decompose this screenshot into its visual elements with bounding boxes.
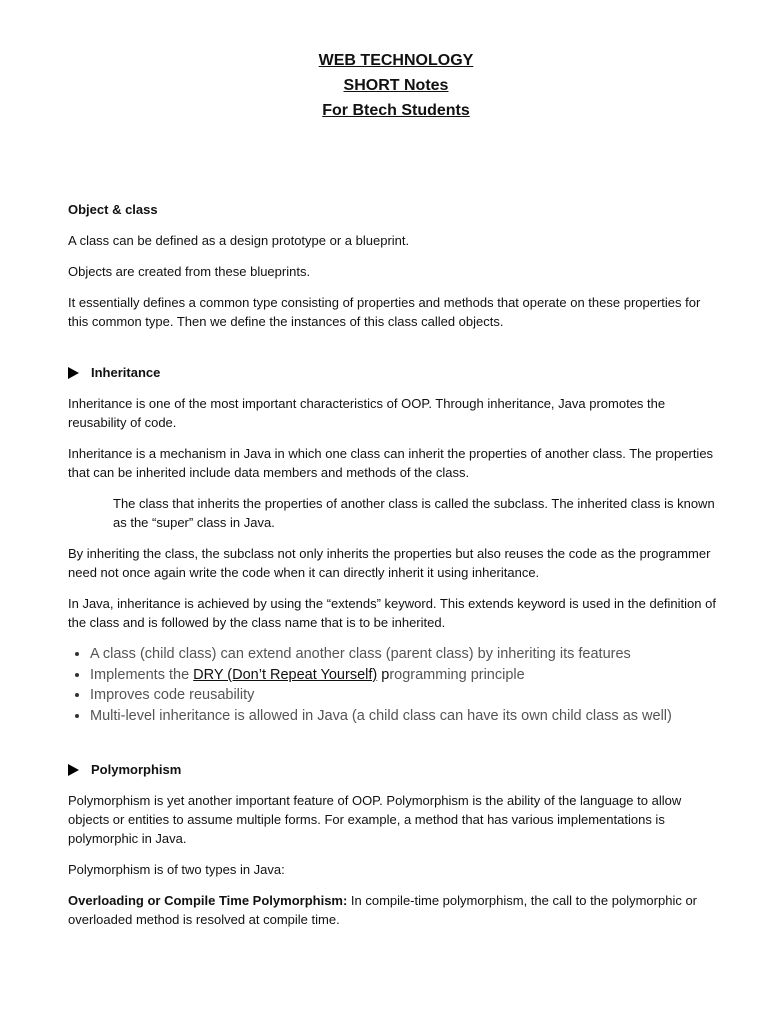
- inheritance-paragraph-2: Inheritance is a mechanism in Java in which one class can inherit the properties of another class. The properties that can be inherited include data members and methods of the class.: [68, 446, 714, 480]
- object-class-paragraph-3: It essentially defines a common type consisting of properties and methods that operate on these properties for this common type. Then we define the instances of this class called objects.: [68, 295, 701, 329]
- feature-text-4: Multi-level inheritance is allowed in Java (a child class can have its own child class as well): [90, 707, 672, 724]
- polymorphism-heading-label: Polymorphism: [91, 762, 182, 777]
- inheritance-paragraph-4: By inheriting the class, the subclass not only inherits the properties but also reuses the code as the programmer need not once again write the code when it can directly inherit it using inheritance.: [68, 546, 711, 580]
- feature-text-3: Improves code reusability: [90, 687, 255, 703]
- list-item: [90, 665, 718, 686]
- triangle-right-icon: [68, 367, 79, 379]
- object-class-paragraph-2: Objects are created from these blueprints.: [68, 264, 311, 279]
- document-title: [0, 48, 768, 123]
- title-line-2: SHORT Notes: [343, 77, 449, 94]
- dry-link[interactable]: DRY (Don’t Repeat Yourself): [193, 666, 378, 683]
- polymorphism-paragraph-2: Polymorphism is of two types in Java:: [68, 862, 285, 877]
- list-item: [90, 644, 718, 665]
- feature-text-2-pre: Implements the: [90, 666, 194, 683]
- overloading-term: Overloading or Compile Time Polymorphism:: [68, 893, 348, 908]
- inheritance-paragraph-5: In Java, inheritance is achieved by using the “extends” keyword. This extends keyword is used in the definition of the class and is followed by the class name that is to be inherited.: [68, 596, 716, 630]
- object-class-paragraph-1: A class can be defined as a design prototype or a blueprint.: [68, 233, 410, 248]
- list-item: [90, 706, 718, 727]
- object-class-heading: Object & class: [68, 202, 158, 217]
- triangle-right-icon: [68, 764, 79, 776]
- polymorphism-heading: [68, 760, 718, 779]
- polymorphism-paragraph-1: Polymorphism is yet another important feature of OOP. Polymorphism is the ability of the language to allow objects or entities to assume multiple forms. For example, a method that has various implementations is polymorphic in Java.: [68, 793, 682, 846]
- polymorphism-paragraph-3: [68, 891, 718, 929]
- feature-text-2-post: rogramming principle: [389, 666, 525, 683]
- list-item: [90, 685, 718, 706]
- overloading-description: In compile-time polymorphism, the call to the polymorphic or overloaded method is resolved at compile time.: [68, 893, 698, 927]
- inheritance-paragraph-3: The class that inherits the properties of another class is called the subclass. The inherited class is known as the “super” class in Java.: [113, 496, 715, 530]
- title-line-1: WEB TECHNOLOGY: [318, 52, 474, 69]
- inheritance-feature-list: [68, 644, 718, 726]
- title-line-3: For Btech Students: [322, 102, 470, 119]
- document-body: [68, 200, 718, 941]
- inheritance-heading: [68, 363, 718, 382]
- inheritance-heading-label: Inheritance: [91, 365, 161, 380]
- feature-text-1: A class (child class) can extend another class (parent class) by inheriting its features: [90, 646, 631, 662]
- inheritance-paragraph-1: Inheritance is one of the most important characteristics of OOP. Through inheritance, Java promotes the reusability of code.: [68, 396, 666, 430]
- feature-text-2-p: p: [377, 666, 390, 683]
